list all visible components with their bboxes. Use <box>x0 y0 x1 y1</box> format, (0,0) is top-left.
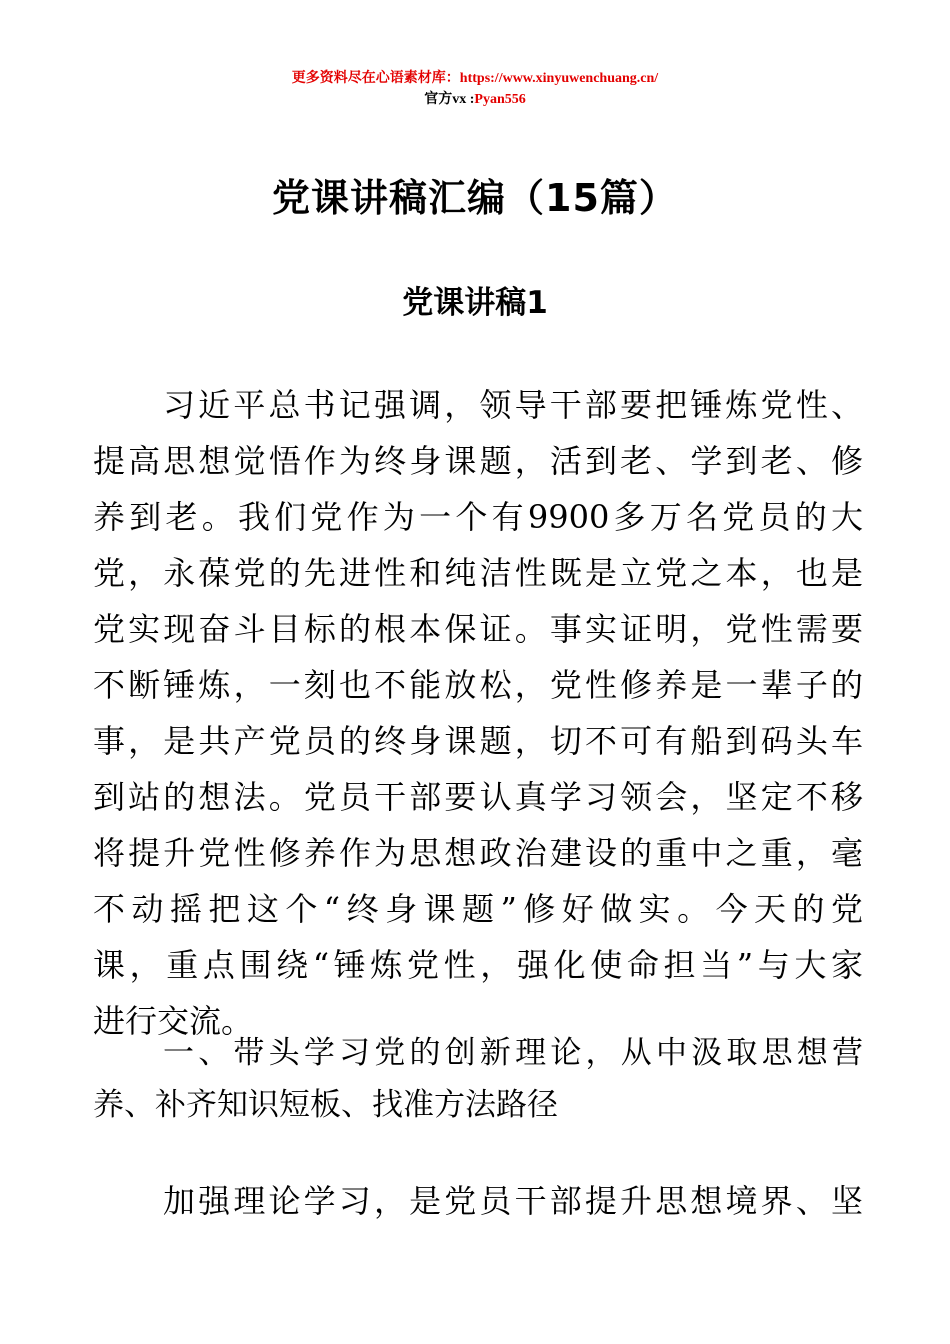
header-contact-id: Pyan556 <box>474 92 526 107</box>
paragraph-line: 养到老。我们党作为一个有9900多万名党员的大 <box>93 498 863 536</box>
paragraph-line: 不动摇把这个“终身课题”修好做实。今天的党 <box>93 890 863 928</box>
section-title: 党课讲稿1 <box>402 285 548 321</box>
paragraph-line: 不断锤炼，一刻也不能放松，党性修养是一辈子的 <box>93 666 863 704</box>
paragraph-line: 将提升党性修养作为思想政治建设的重中之重，毫 <box>93 834 863 872</box>
document-title: 党课讲稿汇编（15篇） <box>272 176 678 220</box>
heading-one <box>93 1027 863 1131</box>
paragraph-line: 提高思想觉悟作为终身课题，活到老、学到老、修 <box>93 442 863 480</box>
heading-line: 养、补齐知识短板、找准方法路径 <box>93 1087 558 1123</box>
paragraph-line: 事，是共产党员的终身课题，切不可有船到码头车 <box>93 722 863 760</box>
intro-paragraph <box>93 377 863 1049</box>
paragraph-line: 党，永葆党的先进性和纯洁性既是立党之本，也是 <box>93 554 863 592</box>
paragraph-line: 到站的想法。党员干部要认真学习领会，坚定不移 <box>93 778 863 816</box>
header-contact-note <box>0 91 950 109</box>
paragraph-two <box>93 1173 863 1229</box>
header-resource-label: 更多资料尽在心语素材库： <box>291 71 460 86</box>
paragraph-line: 进行交流。 <box>93 1002 254 1040</box>
header-contact-label: 官方vx : <box>424 92 475 107</box>
heading-line: 一、带头学习党的创新理论，从中汲取思想营 <box>163 1035 863 1071</box>
paragraph-line: 党实现奋斗目标的根本保证。事实证明，党性需要 <box>93 610 863 648</box>
paragraph-line: 加强理论学习，是党员干部提升思想境界、坚 <box>163 1182 863 1220</box>
header-resource-link[interactable]: https://www.xinyuwenchuang.cn/ <box>459 71 659 86</box>
paragraph-line: 课，重点围绕“锤炼党性，强化使命担当”与大家 <box>93 946 863 984</box>
header-resource-note <box>0 70 950 88</box>
paragraph-line: 习近平总书记强调，领导干部要把锤炼党性、 <box>163 386 863 424</box>
